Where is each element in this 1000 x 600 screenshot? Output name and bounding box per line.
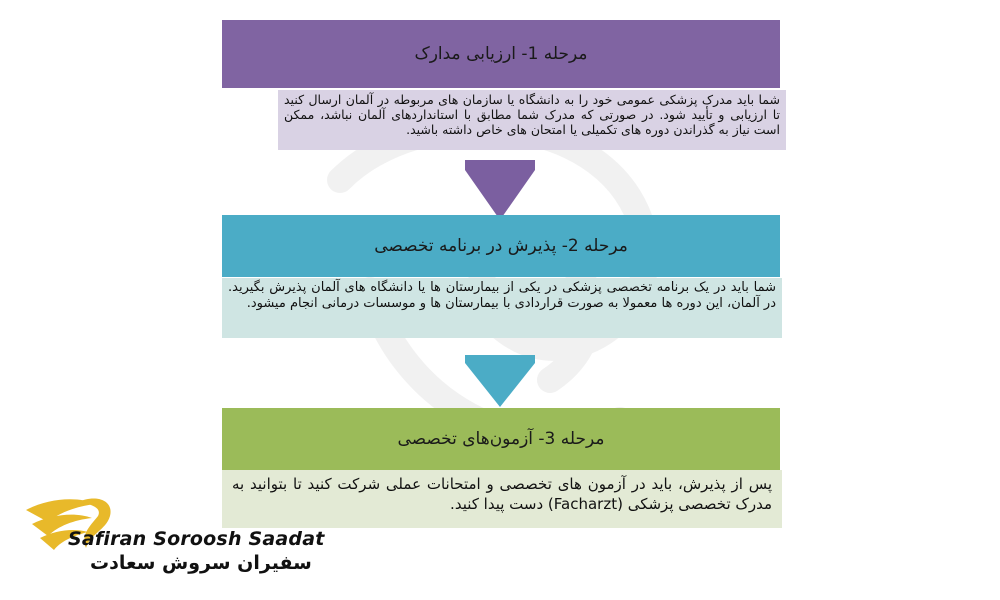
step-2-down-arrow-icon bbox=[455, 355, 545, 407]
step-1-title-bar bbox=[222, 20, 780, 88]
step-1-description: شما باید مدرک پزشکی عمومی خود را به دانشگاه یا سازمان های مربوطه در آلمان ارسال کنید تا ارزیابی و تأیید شود. در صورتی که مدرک شما مطابق با استانداردهای آلمان نباشد، ممکن است نیاز به گذراندن دوره های تکمیلی یا امتحان های خاص داشته باشید. bbox=[284, 92, 780, 137]
step-2-title: مرحله 2- پذیرش در برنامه تخصصی bbox=[374, 236, 628, 256]
step-1-description-box bbox=[278, 90, 786, 150]
step-3-description-box bbox=[222, 470, 782, 528]
step-2-title-bar bbox=[222, 215, 780, 277]
step-3-title: مرحله 3- آزمون‌های تخصصی bbox=[397, 429, 605, 449]
step-3-title-bar bbox=[222, 408, 780, 470]
step-1-title: مرحله 1- ارزیابی مدارک bbox=[414, 44, 588, 64]
step-2-description: شما باید در یک برنامه تخصصی پزشکی در یکی از بیمارستان ها یا دانشگاه های آلمان پذیرش بگیرید. در آلمان، این دوره ها معمولا به صورت قراردادی با بیمارستان ها و موسسات درمانی انجام میشود. bbox=[228, 280, 776, 311]
brand-name-english: Safiran Soroosh Saadat bbox=[68, 528, 325, 550]
step-3-description: پس از پذیرش، باید در آزمون های تخصصی و امتحانات عملی شرکت کنید تا بتوانید به مدرک تخصصی پزشکی (Facharzt) دست پیدا کنید. bbox=[232, 475, 772, 513]
brand-name-persian: سفیران سروش سعادت bbox=[90, 552, 312, 574]
step-1-down-arrow-icon bbox=[455, 160, 545, 220]
step-2-description-box bbox=[222, 278, 782, 338]
